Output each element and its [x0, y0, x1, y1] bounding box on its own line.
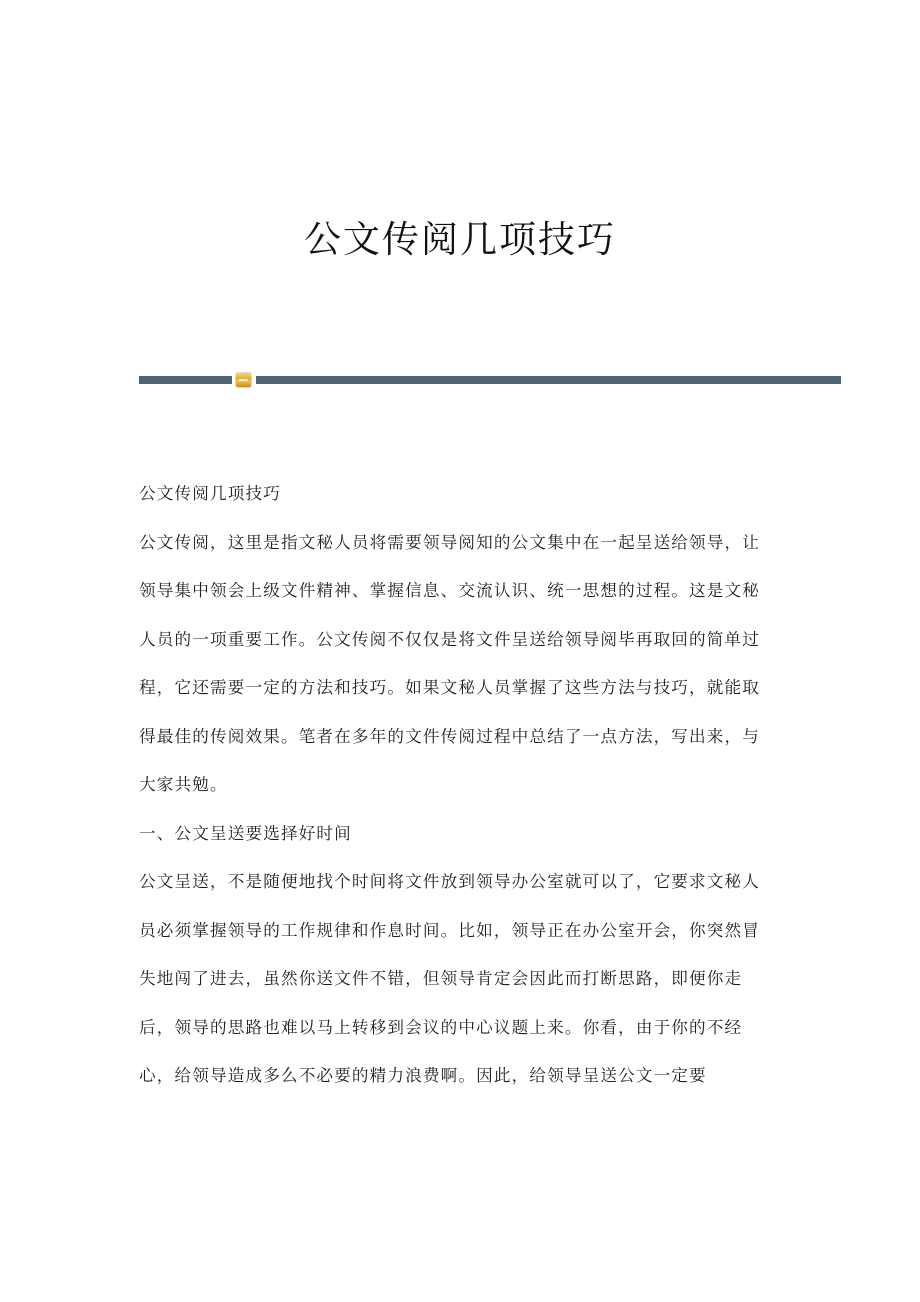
- paragraph-section-1: 公文呈送，不是随便地找个时间将文件放到领导办公室就可以了，它要求文秘人员必须掌握领导的工作规律和作息时间。比如，领导正在办公室开会，你突然冒失地闯了进去，虽然你送文件不错，但领导肯定会因此而打断思路，即便你走后，领导的思路也难以马上转移到会议的中心议题上来。你看，由于你的不经心，给领导造成多么不必要的精力浪费啊。因此，给领导呈送公文一定要: [139, 872, 761, 1085]
- divider-left-segment: [139, 376, 232, 384]
- document-heading: 公文传阅几项技巧: [139, 484, 281, 503]
- paragraph-intro: 公文传阅，这里是指文秘人员将需要领导阅知的公文集中在一起呈送给领导，让领导集中领会上级文件精神、掌握信息、交流认识、统一思想的过程。这是文秘人员的一项重要工作。公文传阅不仅仅是将文件呈送给领导阅毕再取回的简单过程，它还需要一定的方法和技巧。如果文秘人员掌握了这些方法与技巧，就能取得最佳的传阅效果。笔者在多年的文件传阅过程中总结了一点方法，写出来，与大家共勉。: [139, 532, 761, 794]
- page-title: 公文传阅几项技巧: [304, 218, 616, 261]
- divider-emblem-icon: [236, 373, 251, 387]
- title-divider: [139, 373, 841, 387]
- document-body: [139, 470, 775, 1101]
- divider-right-segment: [256, 376, 841, 384]
- section-heading-1: 一、公文呈送要选择好时间: [139, 823, 352, 843]
